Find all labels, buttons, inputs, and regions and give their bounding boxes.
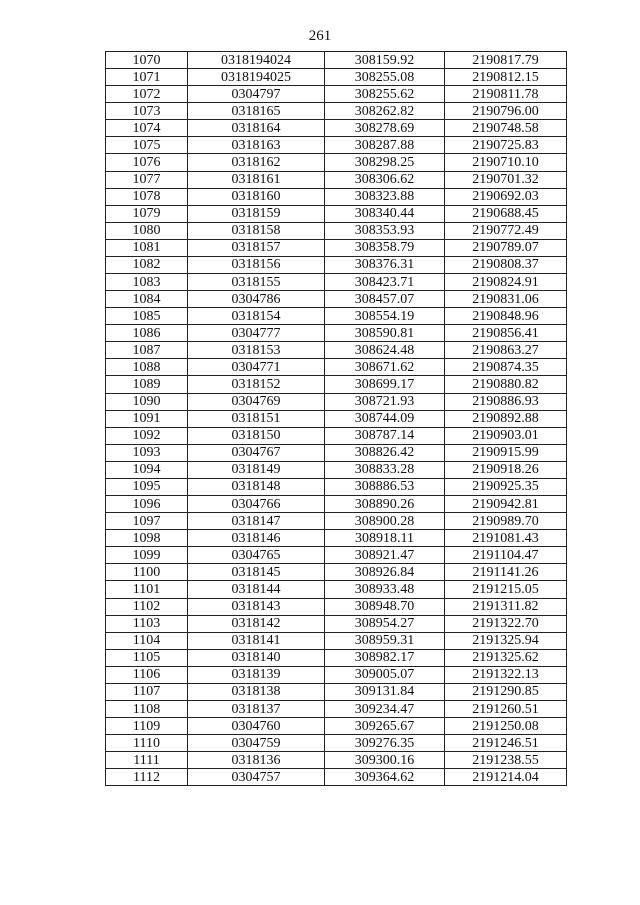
point-number-cell: 1083: [106, 274, 188, 291]
point-number-cell: 1098: [106, 530, 188, 547]
point-number-cell: 1074: [106, 120, 188, 137]
point-id-cell: 0318154: [188, 308, 325, 325]
y-coordinate-cell: 2190989.70: [445, 513, 567, 530]
coordinates-table: [105, 51, 567, 786]
x-coordinate-cell: 308323.88: [325, 188, 445, 205]
point-number-cell: 1099: [106, 547, 188, 564]
point-id-cell: 0318155: [188, 274, 325, 291]
y-coordinate-cell: 2191081.43: [445, 530, 567, 547]
table-row: [106, 52, 567, 69]
x-coordinate-cell: 308926.84: [325, 564, 445, 581]
table-row: [106, 581, 567, 598]
table-row: [106, 478, 567, 495]
x-coordinate-cell: 308900.28: [325, 513, 445, 530]
point-id-cell: 0318161: [188, 171, 325, 188]
x-coordinate-cell: 308255.08: [325, 69, 445, 86]
point-number-cell: 1095: [106, 478, 188, 495]
point-number-cell: 1112: [106, 769, 188, 786]
table-row: [106, 444, 567, 461]
point-id-cell: 0304771: [188, 359, 325, 376]
x-coordinate-cell: 309364.62: [325, 769, 445, 786]
point-number-cell: 1092: [106, 427, 188, 444]
table-row: [106, 735, 567, 752]
point-number-cell: 1097: [106, 513, 188, 530]
coordinates-table-body: [106, 52, 567, 786]
y-coordinate-cell: 2190796.00: [445, 103, 567, 120]
point-number-cell: 1076: [106, 154, 188, 171]
point-id-cell: 0318142: [188, 615, 325, 632]
x-coordinate-cell: 308376.31: [325, 256, 445, 273]
x-coordinate-cell: 308886.53: [325, 478, 445, 495]
x-coordinate-cell: 308298.25: [325, 154, 445, 171]
y-coordinate-cell: 2190880.82: [445, 376, 567, 393]
y-coordinate-cell: 2191250.08: [445, 718, 567, 735]
x-coordinate-cell: 308890.26: [325, 496, 445, 513]
x-coordinate-cell: 308744.09: [325, 410, 445, 427]
point-number-cell: 1101: [106, 581, 188, 598]
x-coordinate-cell: 309131.84: [325, 683, 445, 700]
point-number-cell: 1087: [106, 342, 188, 359]
point-id-cell: 0304766: [188, 496, 325, 513]
x-coordinate-cell: 308933.48: [325, 581, 445, 598]
table-row: [106, 496, 567, 513]
y-coordinate-cell: 2191260.51: [445, 700, 567, 717]
x-coordinate-cell: 308699.17: [325, 376, 445, 393]
point-id-cell: 0318149: [188, 461, 325, 478]
table-row: [106, 274, 567, 291]
table-row: [106, 718, 567, 735]
point-number-cell: 1100: [106, 564, 188, 581]
point-id-cell: 0318145: [188, 564, 325, 581]
y-coordinate-cell: 2191215.05: [445, 581, 567, 598]
y-coordinate-cell: 2191311.82: [445, 598, 567, 615]
y-coordinate-cell: 2191141.26: [445, 564, 567, 581]
point-number-cell: 1093: [106, 444, 188, 461]
y-coordinate-cell: 2190856.41: [445, 325, 567, 342]
point-number-cell: 1094: [106, 461, 188, 478]
point-number-cell: 1103: [106, 615, 188, 632]
y-coordinate-cell: 2191246.51: [445, 735, 567, 752]
x-coordinate-cell: 308340.44: [325, 205, 445, 222]
point-id-cell: 0318141: [188, 632, 325, 649]
x-coordinate-cell: 309300.16: [325, 752, 445, 769]
point-number-cell: 1071: [106, 69, 188, 86]
table-row: [106, 666, 567, 683]
point-id-cell: 0304797: [188, 86, 325, 103]
x-coordinate-cell: 308954.27: [325, 615, 445, 632]
point-id-cell: 0304759: [188, 735, 325, 752]
point-number-cell: 1077: [106, 171, 188, 188]
x-coordinate-cell: 308948.70: [325, 598, 445, 615]
point-number-cell: 1086: [106, 325, 188, 342]
table-row: [106, 359, 567, 376]
y-coordinate-cell: 2190808.37: [445, 256, 567, 273]
x-coordinate-cell: 308554.19: [325, 308, 445, 325]
x-coordinate-cell: 308423.71: [325, 274, 445, 291]
y-coordinate-cell: 2190688.45: [445, 205, 567, 222]
table-row: [106, 564, 567, 581]
y-coordinate-cell: 2191322.13: [445, 666, 567, 683]
table-row: [106, 137, 567, 154]
y-coordinate-cell: 2191290.85: [445, 683, 567, 700]
x-coordinate-cell: 308358.79: [325, 239, 445, 256]
y-coordinate-cell: 2190942.81: [445, 496, 567, 513]
y-coordinate-cell: 2190892.88: [445, 410, 567, 427]
table-row: [106, 222, 567, 239]
point-id-cell: 0318157: [188, 239, 325, 256]
x-coordinate-cell: 308159.92: [325, 52, 445, 69]
table-row: [106, 103, 567, 120]
point-number-cell: 1111: [106, 752, 188, 769]
y-coordinate-cell: 2190748.58: [445, 120, 567, 137]
point-number-cell: 1088: [106, 359, 188, 376]
x-coordinate-cell: 308624.48: [325, 342, 445, 359]
point-number-cell: 1070: [106, 52, 188, 69]
y-coordinate-cell: 2190789.07: [445, 239, 567, 256]
point-id-cell: 0318164: [188, 120, 325, 137]
point-number-cell: 1109: [106, 718, 188, 735]
point-number-cell: 1078: [106, 188, 188, 205]
point-number-cell: 1073: [106, 103, 188, 120]
table-row: [106, 410, 567, 427]
x-coordinate-cell: 308982.17: [325, 649, 445, 666]
y-coordinate-cell: 2190701.32: [445, 171, 567, 188]
table-row: [106, 154, 567, 171]
page-number: 261: [308, 28, 332, 44]
point-id-cell: 0318151: [188, 410, 325, 427]
point-number-cell: 1105: [106, 649, 188, 666]
point-number-cell: 1106: [106, 666, 188, 683]
table-row: [106, 171, 567, 188]
point-number-cell: 1110: [106, 735, 188, 752]
table-row: [106, 530, 567, 547]
y-coordinate-cell: 2190903.01: [445, 427, 567, 444]
y-coordinate-cell: 2190848.96: [445, 308, 567, 325]
point-id-cell: 0318143: [188, 598, 325, 615]
point-id-cell: 0318156: [188, 256, 325, 273]
table-row: [106, 513, 567, 530]
point-number-cell: 1079: [106, 205, 188, 222]
x-coordinate-cell: 308921.47: [325, 547, 445, 564]
point-id-cell: 0318147: [188, 513, 325, 530]
point-number-cell: 1081: [106, 239, 188, 256]
point-id-cell: 0318140: [188, 649, 325, 666]
y-coordinate-cell: 2190811.78: [445, 86, 567, 103]
point-id-cell: 0318150: [188, 427, 325, 444]
y-coordinate-cell: 2191325.62: [445, 649, 567, 666]
point-number-cell: 1089: [106, 376, 188, 393]
table-row: [106, 239, 567, 256]
table-row: [106, 342, 567, 359]
point-id-cell: 0304765: [188, 547, 325, 564]
point-number-cell: 1091: [106, 410, 188, 427]
y-coordinate-cell: 2190831.06: [445, 291, 567, 308]
point-id-cell: 0304760: [188, 718, 325, 735]
table-row: [106, 308, 567, 325]
point-id-cell: 0304769: [188, 393, 325, 410]
table-row: [106, 427, 567, 444]
x-coordinate-cell: 309265.67: [325, 718, 445, 735]
y-coordinate-cell: 2190812.15: [445, 69, 567, 86]
x-coordinate-cell: 308353.93: [325, 222, 445, 239]
table-row: [106, 69, 567, 86]
point-number-cell: 1085: [106, 308, 188, 325]
table-row: [106, 615, 567, 632]
y-coordinate-cell: 2191325.94: [445, 632, 567, 649]
y-coordinate-cell: 2190824.91: [445, 274, 567, 291]
table-row: [106, 188, 567, 205]
y-coordinate-cell: 2191104.47: [445, 547, 567, 564]
table-row: [106, 752, 567, 769]
table-row: [106, 291, 567, 308]
point-id-cell: 0318165: [188, 103, 325, 120]
point-id-cell: 0318194024: [188, 52, 325, 69]
y-coordinate-cell: 2190725.83: [445, 137, 567, 154]
y-coordinate-cell: 2190918.26: [445, 461, 567, 478]
point-id-cell: 0318162: [188, 154, 325, 171]
table-row: [106, 461, 567, 478]
table-row: [106, 632, 567, 649]
x-coordinate-cell: 308918.11: [325, 530, 445, 547]
y-coordinate-cell: 2191238.55: [445, 752, 567, 769]
table-row: [106, 205, 567, 222]
y-coordinate-cell: 2190692.03: [445, 188, 567, 205]
point-id-cell: 0318136: [188, 752, 325, 769]
x-coordinate-cell: 308833.28: [325, 461, 445, 478]
table-row: [106, 325, 567, 342]
point-id-cell: 0318152: [188, 376, 325, 393]
x-coordinate-cell: 309234.47: [325, 700, 445, 717]
y-coordinate-cell: 2190915.99: [445, 444, 567, 461]
point-id-cell: 0318159: [188, 205, 325, 222]
point-number-cell: 1108: [106, 700, 188, 717]
y-coordinate-cell: 2191214.04: [445, 769, 567, 786]
point-id-cell: 0318144: [188, 581, 325, 598]
x-coordinate-cell: 308671.62: [325, 359, 445, 376]
point-number-cell: 1082: [106, 256, 188, 273]
x-coordinate-cell: 308287.88: [325, 137, 445, 154]
point-id-cell: 0318160: [188, 188, 325, 205]
y-coordinate-cell: 2190863.27: [445, 342, 567, 359]
y-coordinate-cell: 2190817.79: [445, 52, 567, 69]
y-coordinate-cell: 2190925.35: [445, 478, 567, 495]
point-number-cell: 1107: [106, 683, 188, 700]
point-id-cell: 0318148: [188, 478, 325, 495]
point-id-cell: 0318194025: [188, 69, 325, 86]
point-number-cell: 1090: [106, 393, 188, 410]
table-row: [106, 547, 567, 564]
table-row: [106, 598, 567, 615]
x-coordinate-cell: 309005.07: [325, 666, 445, 683]
y-coordinate-cell: 2190710.10: [445, 154, 567, 171]
point-id-cell: 0304757: [188, 769, 325, 786]
table-row: [106, 120, 567, 137]
table-row: [106, 683, 567, 700]
x-coordinate-cell: 308721.93: [325, 393, 445, 410]
point-id-cell: 0318139: [188, 666, 325, 683]
point-id-cell: 0304767: [188, 444, 325, 461]
x-coordinate-cell: 309276.35: [325, 735, 445, 752]
x-coordinate-cell: 308959.31: [325, 632, 445, 649]
x-coordinate-cell: 308457.07: [325, 291, 445, 308]
x-coordinate-cell: 308278.69: [325, 120, 445, 137]
x-coordinate-cell: 308255.62: [325, 86, 445, 103]
table-row: [106, 256, 567, 273]
point-id-cell: 0304777: [188, 325, 325, 342]
point-id-cell: 0318158: [188, 222, 325, 239]
point-id-cell: 0318137: [188, 700, 325, 717]
table-row: [106, 393, 567, 410]
y-coordinate-cell: 2190874.35: [445, 359, 567, 376]
y-coordinate-cell: 2191322.70: [445, 615, 567, 632]
table-row: [106, 649, 567, 666]
point-id-cell: 0304786: [188, 291, 325, 308]
table-row: [106, 86, 567, 103]
point-id-cell: 0318153: [188, 342, 325, 359]
point-number-cell: 1072: [106, 86, 188, 103]
y-coordinate-cell: 2190886.93: [445, 393, 567, 410]
x-coordinate-cell: 308306.62: [325, 171, 445, 188]
point-id-cell: 0318138: [188, 683, 325, 700]
point-number-cell: 1080: [106, 222, 188, 239]
table-row: [106, 700, 567, 717]
point-id-cell: 0318163: [188, 137, 325, 154]
y-coordinate-cell: 2190772.49: [445, 222, 567, 239]
point-number-cell: 1104: [106, 632, 188, 649]
x-coordinate-cell: 308262.82: [325, 103, 445, 120]
x-coordinate-cell: 308590.81: [325, 325, 445, 342]
point-number-cell: 1084: [106, 291, 188, 308]
point-number-cell: 1102: [106, 598, 188, 615]
x-coordinate-cell: 308787.14: [325, 427, 445, 444]
table-row: [106, 376, 567, 393]
point-number-cell: 1096: [106, 496, 188, 513]
x-coordinate-cell: 308826.42: [325, 444, 445, 461]
table-row: [106, 769, 567, 786]
point-id-cell: 0318146: [188, 530, 325, 547]
point-number-cell: 1075: [106, 137, 188, 154]
